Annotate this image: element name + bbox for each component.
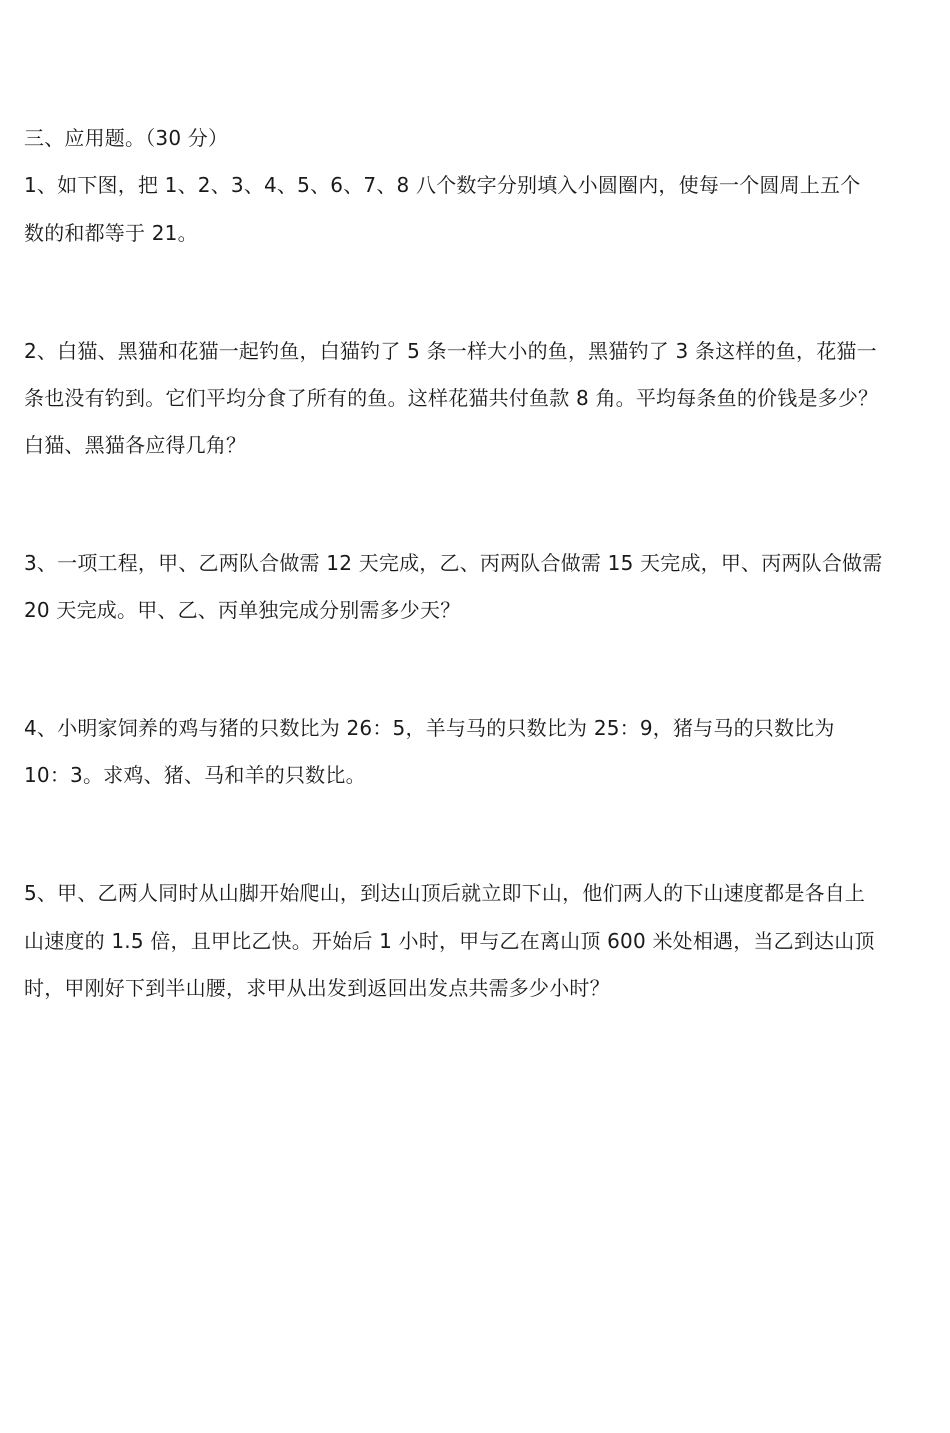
question-2-line-1: 2、白猫、黑猫和花猫一起钓鱼，白猫钓了 5 条一样大小的鱼，黑猫钓了 3 条这样的鱼，花猫一 [24, 339, 877, 363]
question-2-line-3: 白猫、黑猫各应得几角？ [24, 433, 247, 457]
question-5-line-2: 山速度的 1.5 倍，且甲比乙快。开始后 1 小时，甲与乙在离山顶 600 米处相遇，当乙到达山顶 [24, 929, 875, 953]
question-4-line-2: 10：3。求鸡、猪、马和羊的只数比。 [24, 763, 366, 787]
section-heading: 三、应用题。（30 分） [24, 126, 229, 150]
question-4-line-1: 4、小明家饲养的鸡与猪的只数比为 26：5，羊与马的只数比为 25：9，猪与马的只数比为 [24, 716, 835, 740]
question-1-line-2: 数的和都等于 21。 [24, 221, 198, 245]
question-2-line-2: 条也没有钓到。它们平均分食了所有的鱼。这样花猫共付鱼款 8 角。平均每条鱼的价钱是多少？ [24, 386, 879, 410]
question-5-line-3: 时，甲刚好下到半山腰，求甲从出发到返回出发点共需多少小时？ [24, 976, 610, 1000]
question-5-line-1: 5、甲、乙两人同时从山脚开始爬山，到达山顶后就立即下山，他们两人的下山速度都是各自上 [24, 881, 866, 905]
question-3-line-2: 20 天完成。甲、乙、丙单独完成分别需多少天？ [24, 598, 461, 622]
question-3-line-1: 3、一项工程，甲、乙两队合做需 12 天完成，乙、丙两队合做需 15 天完成，甲、丙两队合做需 [24, 551, 883, 575]
question-1-line-1: 1、如下图，把 1、2、3、4、5、6、7、8 八个数字分别填入小圆圈内，使每一个圆周上五个 [24, 173, 861, 197]
